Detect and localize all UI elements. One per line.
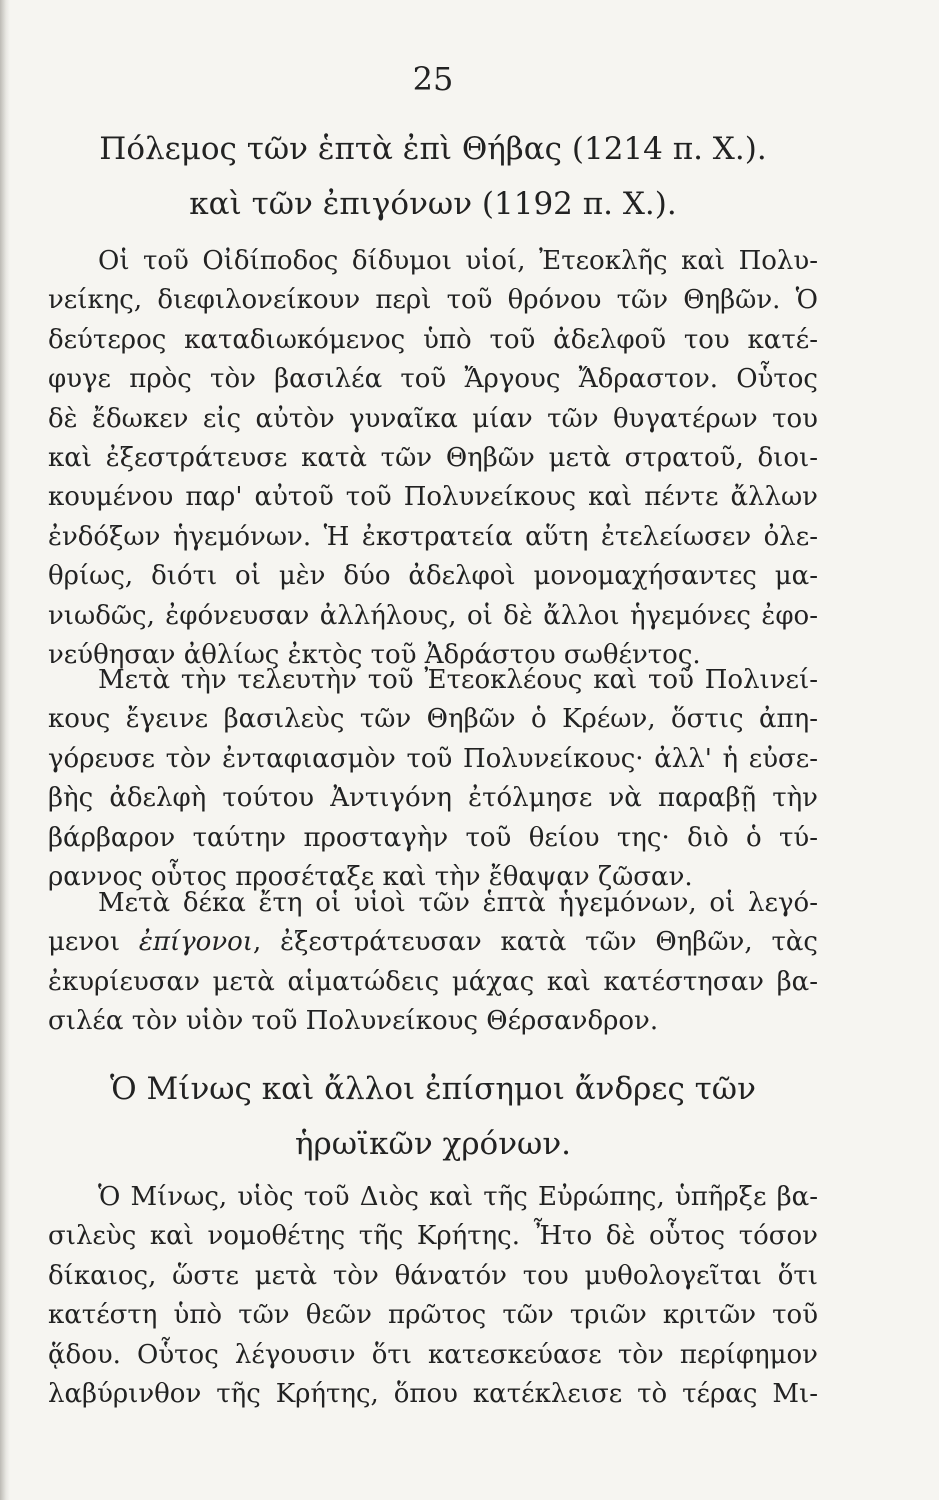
text-line: νείκης, διεφιλονείκουν περὶ τοῦ θρόνου τῶν Θηβῶν. Ὁ <box>48 285 818 316</box>
text-line: φυγε πρὸς τὸν βασιλέα τοῦ Ἄργους Ἄδραστον. Οὗτος <box>48 364 818 395</box>
section-heading-minos <box>48 1062 818 1172</box>
text-line: ἐκυρίευσαν μετὰ αἱματώδεις μάχας καὶ κατέστησαν βα- <box>48 966 818 997</box>
text-line: Μετὰ τὴν τελευτὴν τοῦ Ἐτεοκλέους καὶ τοῦ Πολινεί- <box>98 665 818 695</box>
section-heading-seven-against-thebes <box>48 122 818 232</box>
text-line: Ὁ Μίνως, υἱὸς τοῦ Διὸς καὶ τῆς Εὐρώπης, ὑπῆρξε βα- <box>98 1182 818 1212</box>
text-line: δίκαιος, ὥστε μετὰ τὸν θάνατόν του μυθολογεῖται ὅτι <box>48 1260 818 1291</box>
text-line: σιλέα τὸν υἱὸν τοῦ Πολυνείκους Θέρσανδρον. <box>48 1006 659 1037</box>
text-line: κουμένου παρ' αὐτοῦ τοῦ Πολυνείκους καὶ πέντε ἄλλων <box>48 482 818 513</box>
heading-line: Πόλεμος τῶν ἑπτὰ ἐπὶ Θήβας (1214 π. Χ.). <box>99 131 767 167</box>
text-line: Μετὰ δέκα ἔτη οἱ υἱοὶ τῶν ἑπτὰ ἡγεμόνων, οἱ λεγό- <box>98 888 818 918</box>
text-line: μενοι ἐπίγονοι, ἐξεστράτευσαν κατὰ τῶν Θηβῶν, τὰς <box>48 927 818 958</box>
text-line: σιλεὺς καὶ νομοθέτης τῆς Κρήτης. Ἦτο δὲ οὗτος τόσον <box>48 1221 818 1252</box>
text-line: γόρευσε τὸν ἐνταφιασμὸν τοῦ Πολυνείκους· ἀλλ' ἡ εὐσε- <box>48 743 818 774</box>
text-line: ραννος οὗτος προσέταξε καὶ τὴν ἔθαψαν ζῶσαν. <box>48 862 693 893</box>
heading-line: Ὁ Μίνως καὶ ἄλλοι ἐπίσημοι ἄνδρες τῶν <box>110 1071 756 1107</box>
paragraph-epigonoi <box>48 884 818 1042</box>
text-line: ᾅδου. Οὗτος λέγουσιν ὅτι κατεσκεύασε τὸν περίφημον <box>48 1339 818 1370</box>
text-line: δὲ ἔδωκεν εἰς αὐτὸν γυναῖκα μίαν τῶν θυγατέρων του <box>48 403 818 434</box>
text-line: λαβύρινθον τῆς Κρήτης, ὅπου κατέκλεισε τὸ τέρας Μι- <box>48 1379 818 1410</box>
text-line: βὴς ἀδελφὴ τούτου Ἀντιγόνη ἐτόλμησε νὰ παραβῇ τὴν <box>48 783 818 814</box>
paragraph-sons-of-oedipus <box>48 242 818 675</box>
text-line: καὶ ἐξεστράτευσε κατὰ τῶν Θηβῶν μετὰ στρατοῦ, διοι- <box>48 443 818 474</box>
page-number: 25 <box>412 60 454 98</box>
text-line: νιωδῶς, ἐφόνευσαν ἀλλήλους, οἱ δὲ ἄλλοι ἡγεμόνες ἐφο- <box>48 600 818 631</box>
scan-edge <box>0 0 10 1500</box>
text-line: νεύθησαν ἀθλίως ἐκτὸς τοῦ Ἀδράστου σωθέντος. <box>48 640 701 671</box>
italic-term: ἐπίγονοι <box>138 927 253 958</box>
heading-line: ἡρωϊκῶν χρόνων. <box>294 1126 572 1162</box>
text-line: δεύτερος καταδιωκόμενος ὑπὸ τοῦ ἀδελφοῦ του κατέ- <box>48 324 818 355</box>
text-line: βάρβαρον ταύτην προσταγὴν τοῦ θείου της· διὸ ὁ τύ- <box>48 822 818 853</box>
text-line: Οἱ τοῦ Οἰδίποδος δίδυμοι υἱοί, Ἐτεοκλῆς καὶ Πολυ- <box>98 246 818 276</box>
text-line: κους ἔγεινε βασιλεὺς τῶν Θηβῶν ὁ Κρέων, ὅστις ἀπη- <box>48 704 818 735</box>
text-line: ἐνδόξων ἡγεμόνων. Ἡ ἐκστρατεία αὕτη ἐτελείωσεν ὀλε- <box>48 521 818 552</box>
paragraph-minos <box>48 1178 818 1414</box>
text-line: θρίως, διότι οἱ μὲν δύο ἀδελφοὶ μονομαχήσαντες μα- <box>48 561 818 592</box>
heading-line: καὶ τῶν ἐπιγόνων (1192 π. Χ.). <box>189 186 677 222</box>
text-line: κατέστη ὑπὸ τῶν θεῶν πρῶτος τῶν τριῶν κριτῶν τοῦ <box>48 1300 818 1331</box>
paragraph-antigone <box>48 661 818 897</box>
